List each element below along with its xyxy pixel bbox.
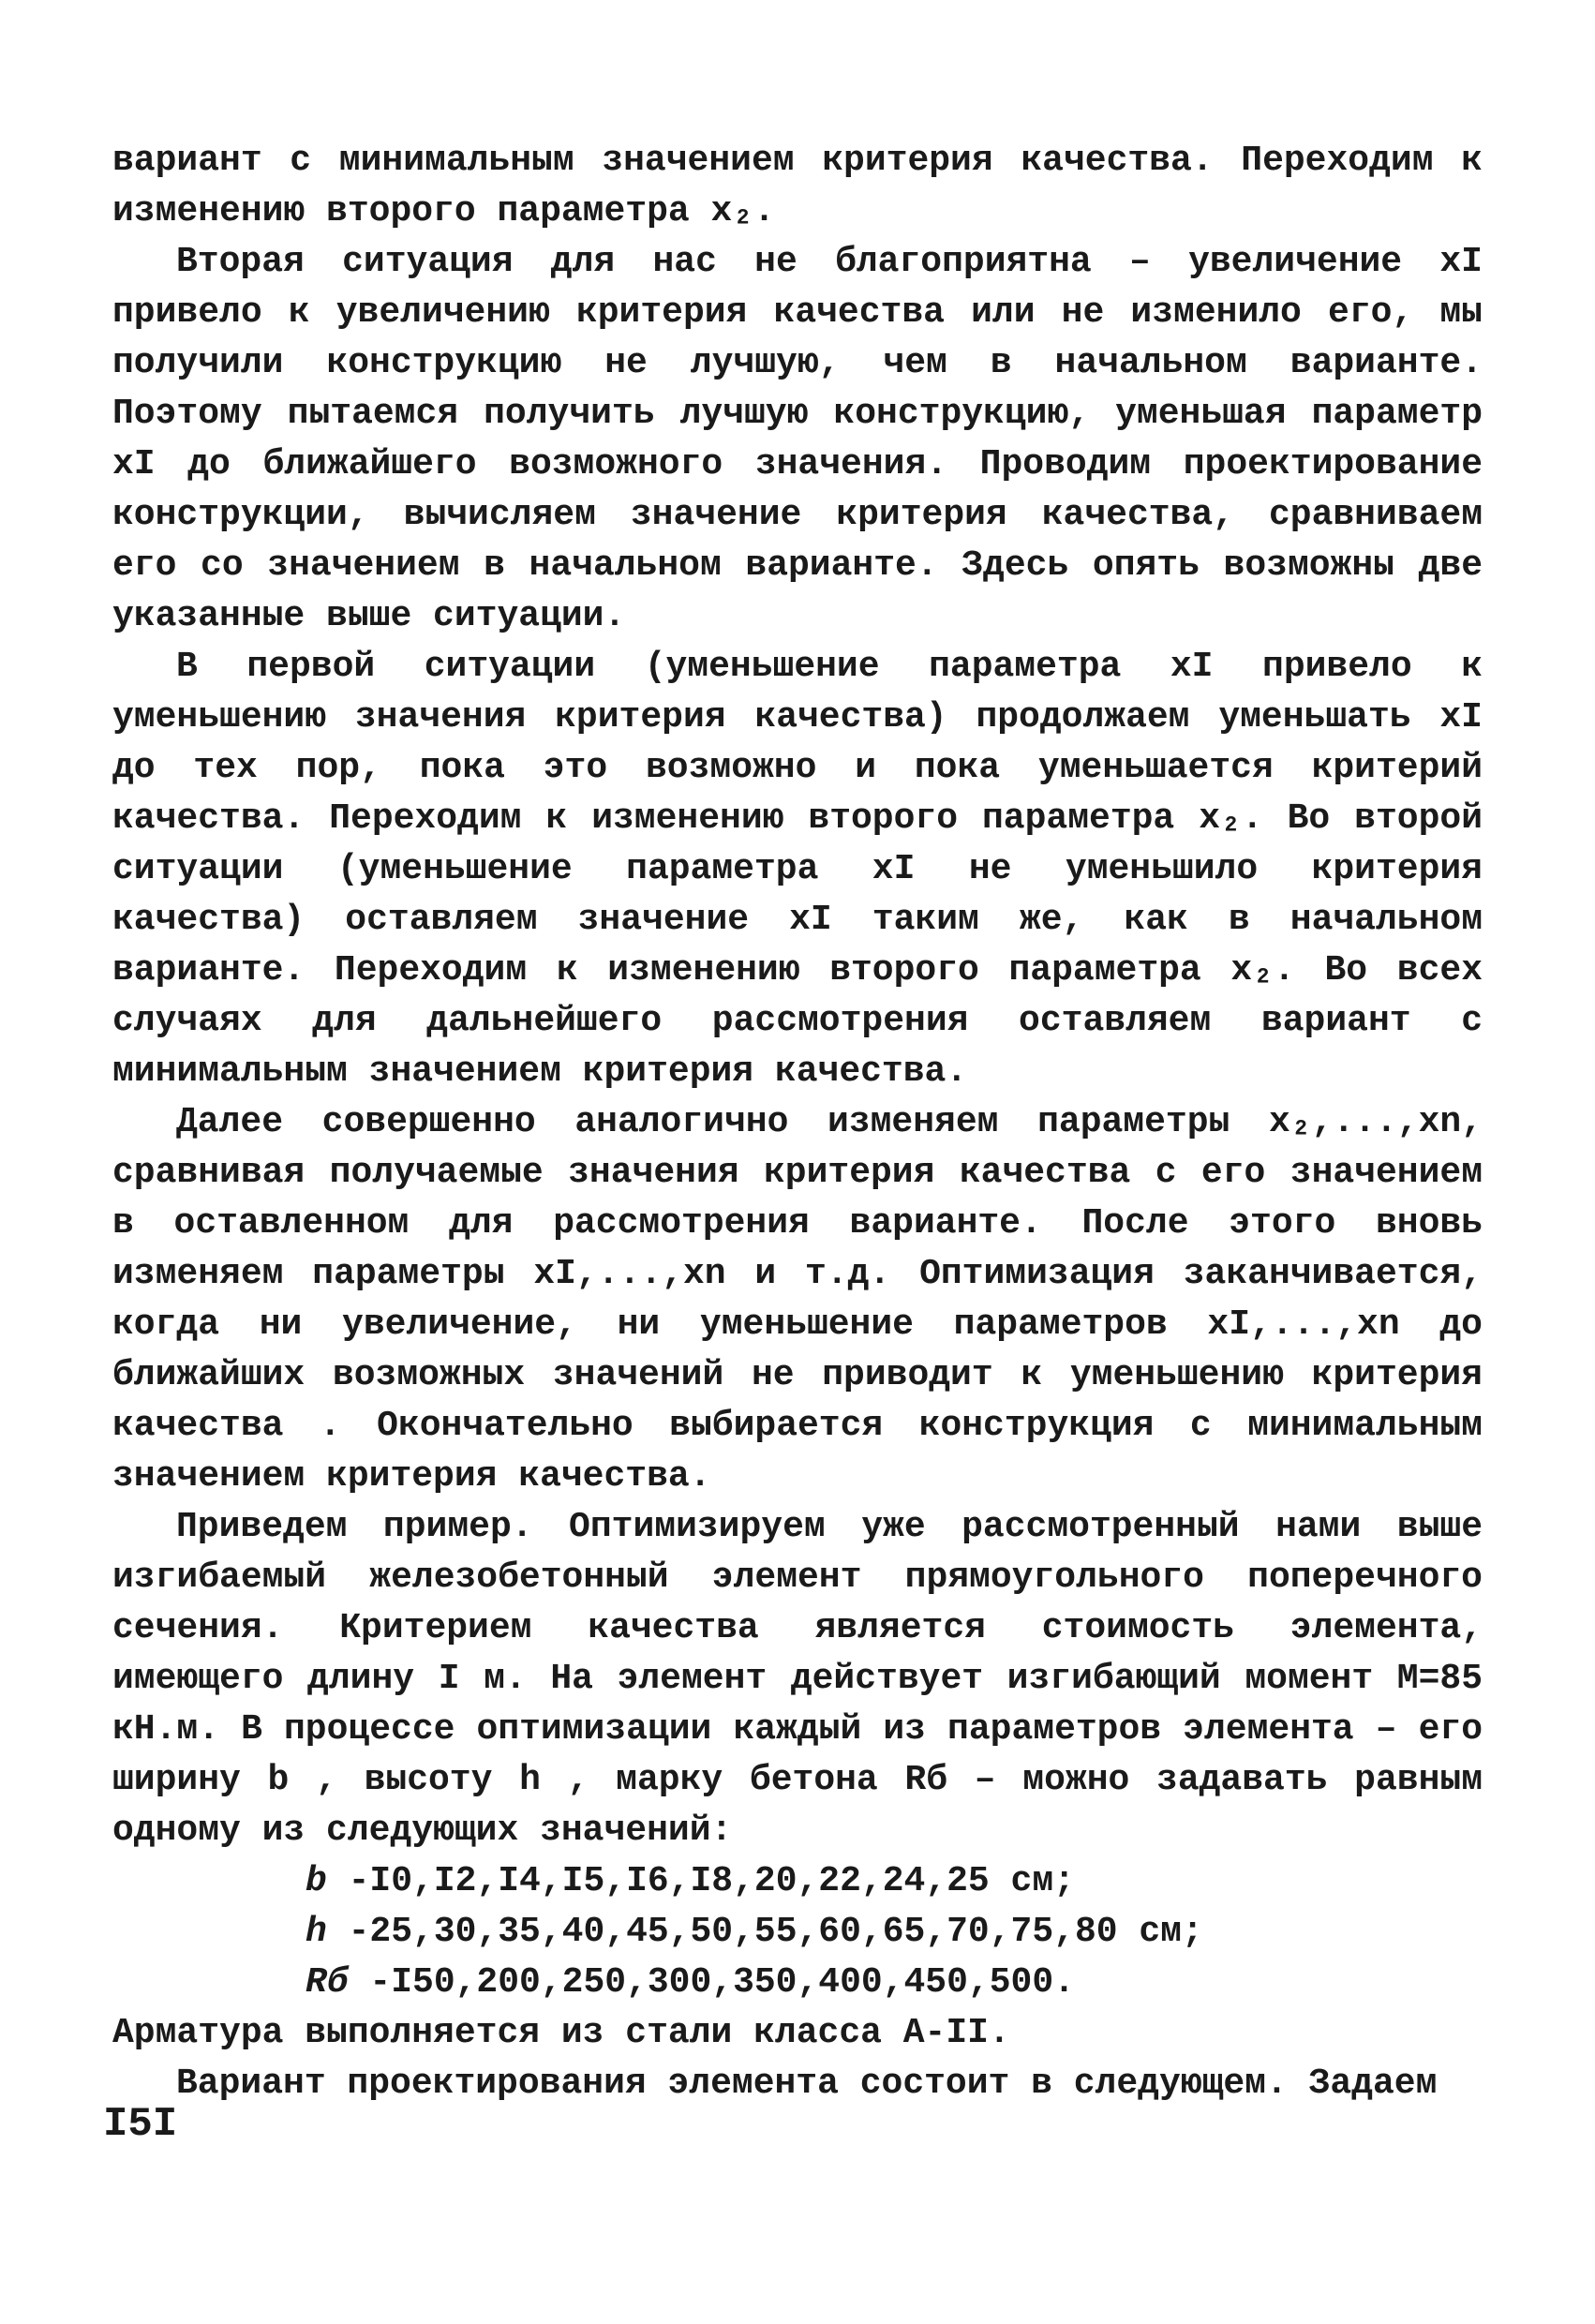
values-h: -25,30,35,40,45,50,55,60,65,70,75,80 см; xyxy=(326,1912,1203,1952)
values-b: -I0,I2,I4,I5,I6,I8,20,22,24,25 см; xyxy=(326,1861,1075,1901)
values-rb: -I50,200,250,300,350,400,450,500. xyxy=(348,1962,1075,2003)
variable-rb: Rб xyxy=(306,1962,349,2003)
values-line-rb xyxy=(306,1958,1483,2008)
paragraph-1: вариант с минимальным значением критерия качества. Переходим к изменению второго параметра x₂. xyxy=(112,141,1483,231)
body-text xyxy=(112,136,1483,2109)
page-number: I5I xyxy=(103,2101,178,2148)
variable-h: h xyxy=(306,1912,327,1952)
paragraph-last: Вариант проектирования элемента состоит в следующем. Задаем xyxy=(176,2063,1438,2104)
parameter-values-list xyxy=(306,1856,1483,2008)
paragraph-3: В первой ситуации (уменьшение параметра xI привело к уменьшению значения критерия качества) продолжаем уменьшать xI до тех пор, пока это возможно и пока уменьшается критерий качества. Переходим к изменению второго параметра x₂. Во второй ситуации (уменьшение параметра xI не уменьшило критерия качества) оставляем значение xI таким же, как в начальном варианте. Переходим к изменению второго параметра x₂. Во всех случаях для дальнейшего рассмотрения оставляем вариант с минимальным значением критерия качества. xyxy=(112,647,1483,1092)
variable-b: b xyxy=(306,1861,327,1901)
paragraph-5: Приведем пример. Оптимизируем уже рассмотренный нами выше изгибаемый железобетонный элемент прямоугольного поперечного сечения. Критерием качества является стоимость элемента, имеющего длину I м. На элемент действует изгибающий момент M=85 кН.м. В процессе оптимизации каждый из параметров элемента – его ширину b , высоту h , марку бетона Rб – можно задавать равным одному из следующих значений: xyxy=(112,1507,1483,1851)
reinforcement-line: Арматура выполняется из стали класса А-II. xyxy=(112,2013,1010,2053)
values-line-h xyxy=(306,1907,1483,1958)
paragraph-2: Вторая ситуация для нас не благоприятна – увеличение xI привело к увеличению критерия качества или не изменило его, мы получили конструкцию не лучшую, чем в начальном варианте. Поэтому пытаемся получить лучшую конструкцию, уменьшая параметр xI до ближайшего возможного значения. Проводим проектирование конструкции, вычисляем значение критерия качества, сравниваем его со значением в начальном варианте. Здесь опять возможны две указанные выше ситуации. xyxy=(112,242,1483,636)
values-line-b xyxy=(306,1856,1483,1907)
paragraph-4: Далее совершенно аналогично изменяем параметры x₂,...,xn, сравнивая получаемые значения критерия качества с его значением в оставленном для рассмотрения варианте. После этого вновь изменяем параметры xI,...,xn и т.д. Оптимизация заканчивается, когда ни увеличение, ни уменьшение параметров xI,...,xn до ближайших возможных значений не приводит к уменьшению критерия качества . Окончательно выбирается конструкция с минимальным значением критерия качества. xyxy=(112,1102,1483,1497)
